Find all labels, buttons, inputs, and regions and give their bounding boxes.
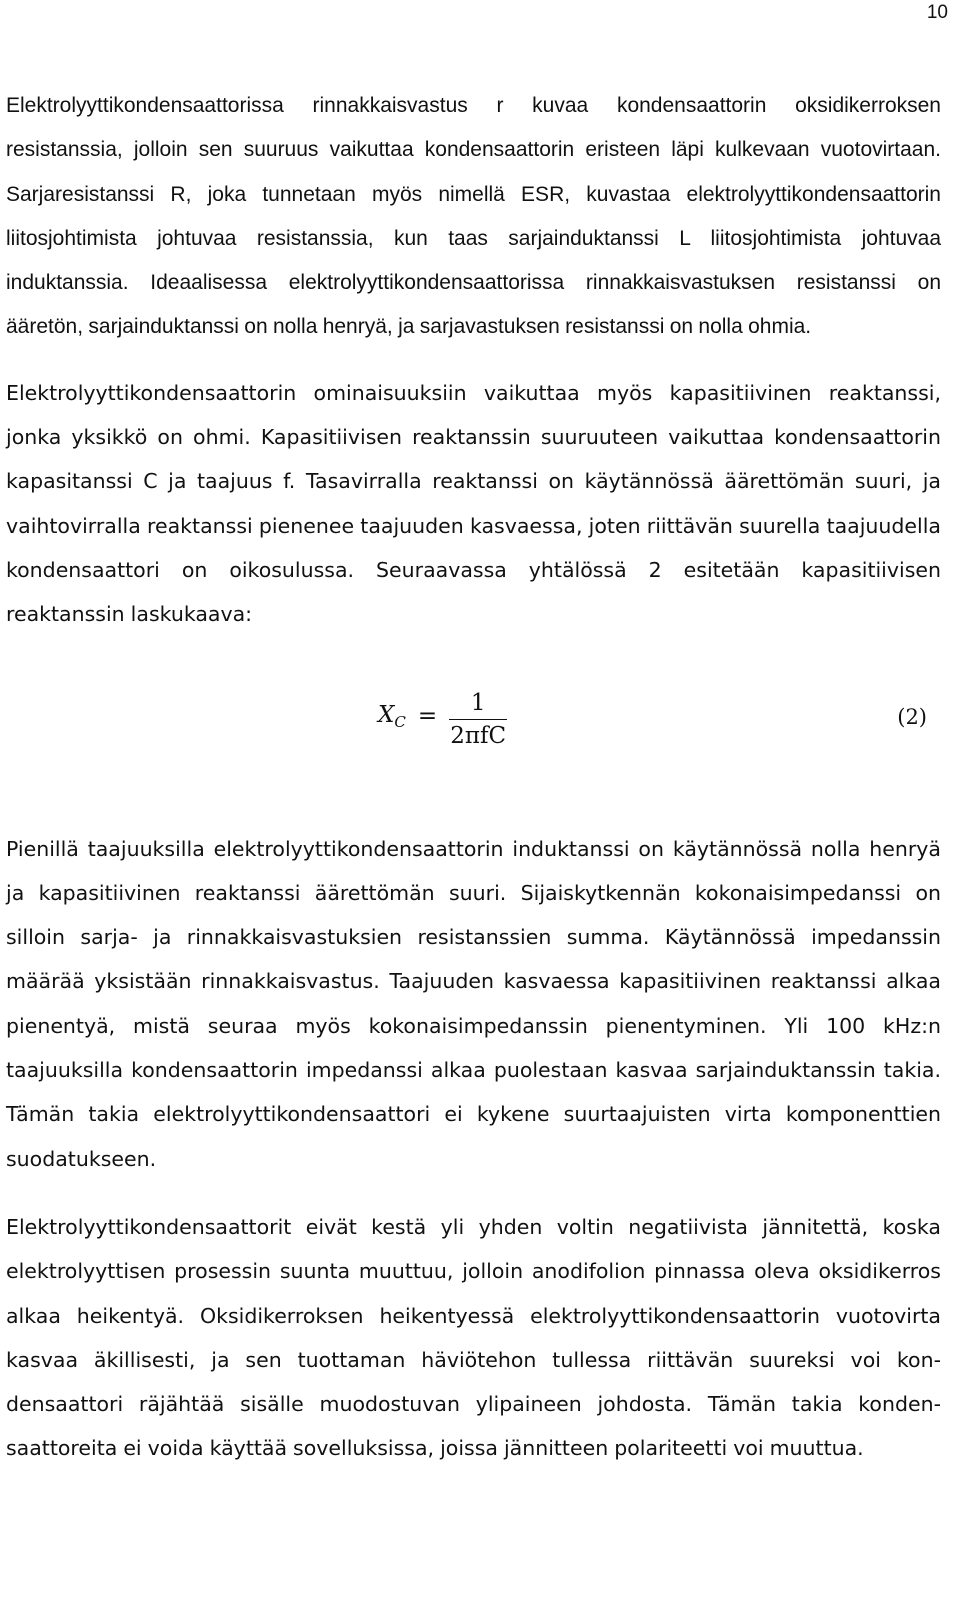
equation-lhs: [378, 702, 406, 731]
page-number: 10: [926, 2, 948, 23]
equation-number: (2): [897, 704, 927, 729]
paragraph-4: Elektrolyyttikondensaattorit eivät kestä yli yhden voltin negatiivista jännitettä, koska elektrolyyttisen prosessin suunta muuttuu, jolloin anodifolion pinnassa oleva oksidikerros alkaa heikentyä. Oksidikerroksen heikentyessä elektrolyyttikondensaattorin vuotovirta kasvaa äkillisesti, ja sen tuottaman häviötehon tullessa riittävän suureksi voi kondensaattori räjähtää sisälle muodostuvan ylipaineen johdosta. Tämän takia kondensaattoreita ei voida käyttää sovelluksissa, joissa jännitteen polariteetti voi muuttua.: [6, 1214, 941, 1461]
equation-lhs-subscript: C: [394, 712, 406, 731]
equation-fraction: [449, 689, 507, 750]
equation-2: [6, 637, 941, 827]
document-body: [6, 84, 941, 1471]
paragraph-3: Pienillä taajuuksilla elektrolyyttikondensaattorin induktanssi on käytännössä nolla henryä ja kapasitiivinen reaktanssi äärettömän suuri. Sijaiskytkennän kokonaisimpedanssi on silloin sarja- ja rinnakkaisvastuksien resistanssien summa. Käytännössä impedanssin määrää yksistään rinnakkaisvastus. Taajuuden kasvaessa kapasitiivinen reaktanssi alkaa pienentyä, mistä seuraa myös kokonaisimpedanssin pienentyminen. Yli 100 kHz:n taajuuksilla kondensaattorin impedanssi alkaa puolestaan kasvaa sarjainduktanssin takia. Tämän takia elektrolyyttikondensaattori ei kykene suurtaajuisten virta komponenttien suodatukseen.: [6, 836, 941, 1171]
paragraph-2: Elektrolyyttikondensaattorin ominaisuuksiin vaikuttaa myös kapasitiivinen reaktanssi, jonka yksikkö on ohmi. Kapasitiivisen reaktanssin suuruuteen vaikuttaa kondensaattorin kapasitanssi C ja taajuus f. Tasavirralla reaktanssi on käytännössä äärettömän suuri, ja vaihtovirralla reaktanssi pienenee taajuuden kasvaessa, joten riittävän suurella taajuudella kondensaattori on oikosulussa. Seuraavassa yhtälössä 2 esitetään kapasitiivisen reaktanssin laskukaava:: [6, 380, 941, 627]
fraction-numerator: 1: [470, 689, 486, 716]
equation-expression: [378, 683, 507, 750]
paragraph-1: Elektrolyyttikondensaattorissa rinnakkaisvastus r kuvaa kondensaattorin oksidikerroksen resistanssia, jolloin sen suuruus vaikuttaa kondensaattorin eristeen läpi kulkevaan vuotovirtaan. Sarjaresistanssi R, joka tunnetaan myös nimellä ESR, kuvastaa elektrolyyttikondensaattorin liitosjohtimista johtuvaa resistanssia, kun taas sarjainduktanssi L liitosjohtimista johtuvaa induktanssia. Ideaalisessa elektrolyyttikondensaattorissa rinnakkaisvastuksen resistanssi on ääretön, sarjainduktanssi on nolla henryä, ja sarjavastuksen resistanssi on nolla ohmia.: [6, 94, 941, 339]
fraction-denominator: 2πfC: [450, 722, 507, 749]
equation-equals-sign: =: [417, 703, 438, 730]
equation-lhs-symbol: X: [378, 701, 395, 728]
